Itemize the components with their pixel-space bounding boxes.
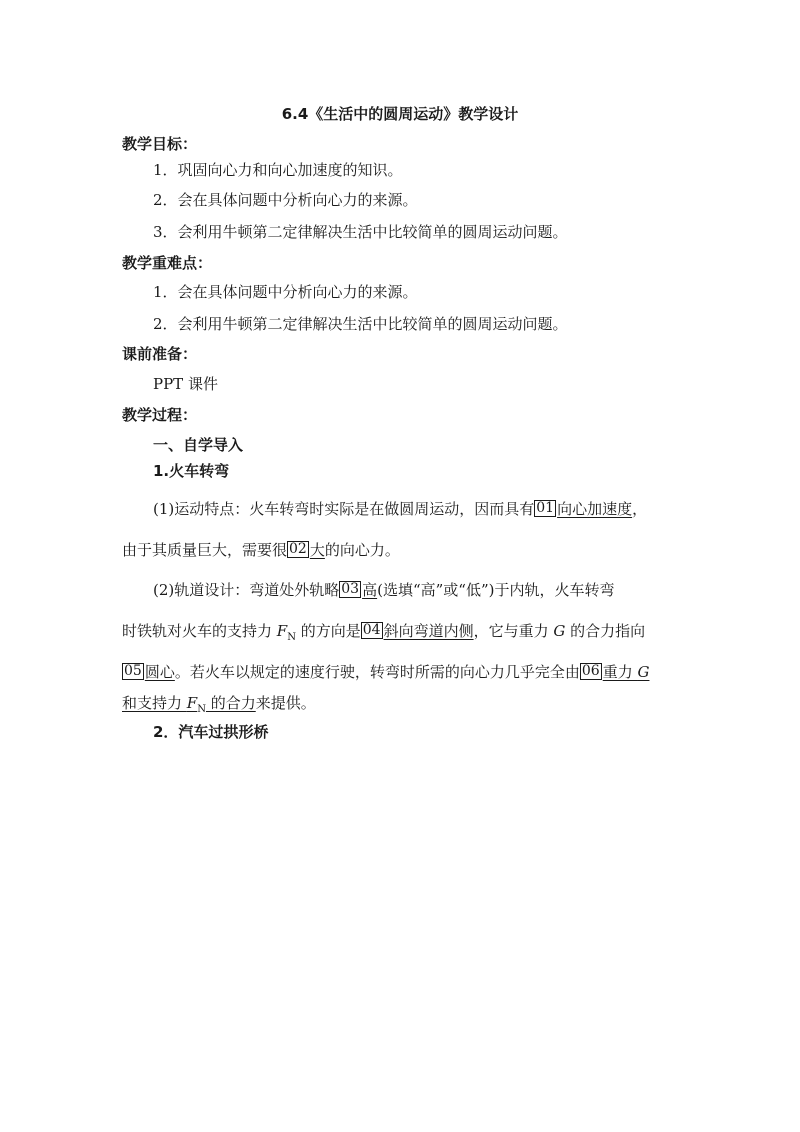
preparation-text: PPT 课件 [153,375,218,393]
paragraph-2-line-4: 和支持力 $F_N$ 的合力来提供。 [122,694,316,715]
blank-number: 05 [124,663,142,679]
objective-item: 3．会利用牛顿第二定律解决生活中比较简单的圆周运动问题。 [153,223,568,241]
objective-item: 2．会在具体问题中分析向心力的来源。 [153,191,418,209]
section-heading: 一、自学导入 [153,436,244,454]
blank-number: 03 [341,581,360,597]
difficulty-item: 1．会在具体问题中分析向心力的来源。 [153,283,418,301]
answer-text: 高 [362,581,378,599]
objective-item: 1．巩固向心力和向心加速度的知识。 [153,161,403,179]
objectives-heading: 教学目标： [122,135,198,153]
process-heading: 教学过程： [122,406,198,424]
paragraph-2-line-1: (2)轨道设计：弯道处外轨略 03 高(选填“高”或“低”)于内轨，火车转弯 [153,581,615,599]
answer-text: 重力 G [602,663,650,681]
blank-number: 04 [362,622,381,638]
answer-text: 大 [309,541,325,559]
answer-text: 和支持力 $F_N$ 的合力 [122,694,256,715]
topic-heading: 1.火车转弯 [153,462,230,480]
blank-number: 02 [289,541,307,557]
blank-number: 01 [536,500,555,516]
paragraph-1-line-2: 由于其质量巨大，需要很 02 大的向心力。 [122,541,400,559]
answer-text: 向心加速度 [557,500,633,518]
preparation-heading: 课前准备： [122,345,198,363]
answer-text: 斜向弯道内侧 [383,622,474,640]
document-title: 6.4《生活中的圆周运动》教学设计 [281,105,519,123]
difficulties-heading: 教学重难点： [122,254,213,272]
topic-heading: 2．汽车过拱形桥 [153,723,269,741]
blank-number: 06 [581,663,600,679]
paragraph-1-line-1: (1)运动特点：火车转弯时实际是在做圆周运动，因而具有 01 向心加速度， [153,500,648,518]
paragraph-2-line-3: 05 圆心。若火车以规定的速度行驶，转弯时所需的向心力几乎完全由 06 重力 G [124,663,650,681]
answer-text: 圆心 [144,663,175,681]
paragraph-2-line-2: 时铁轨对火车的支持力 $F_N$ 的方向是 04 斜向弯道内侧，它与重力 G 的合力指向 [122,622,646,643]
difficulty-item: 2．会利用牛顿第二定律解决生活中比较简单的圆周运动问题。 [153,315,568,333]
